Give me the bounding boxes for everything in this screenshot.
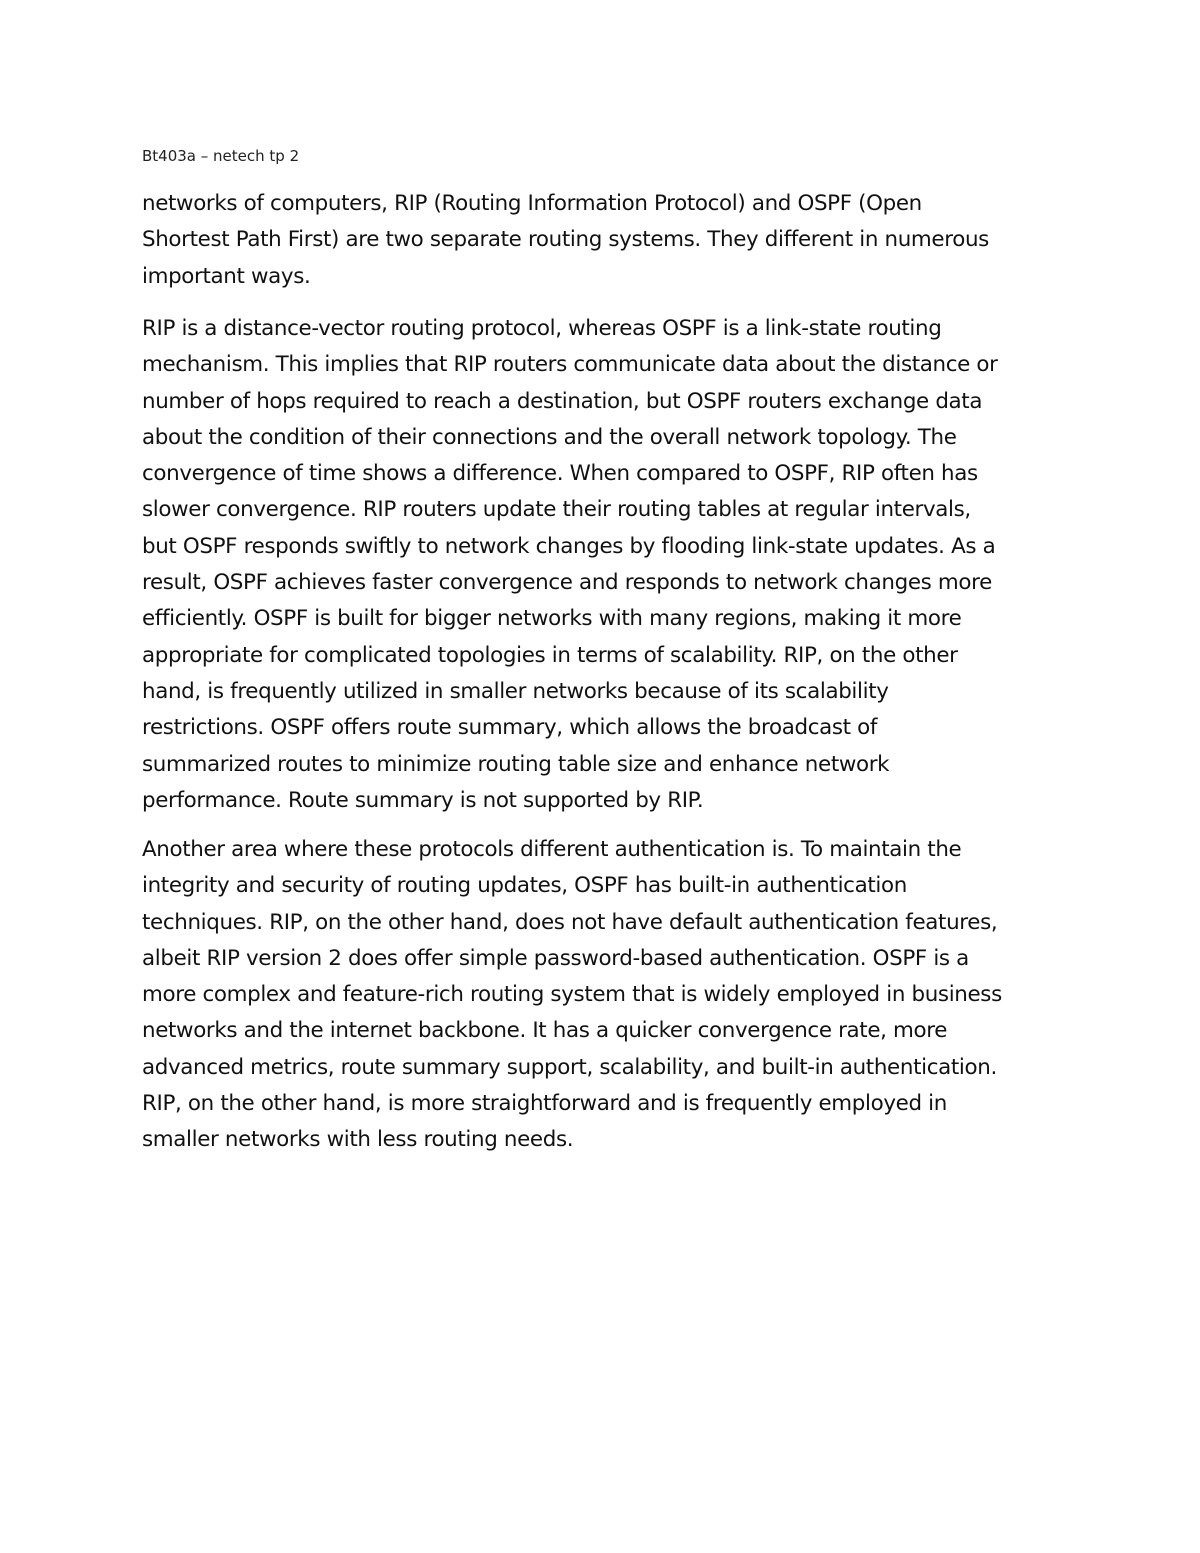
text-line: mechanism. This implies that RIP routers communicate data about the distance or [142, 352, 998, 378]
text-line: about the condition of their connections and the overall network topology. The [142, 424, 957, 450]
text-line: hand, is frequently utilized in smaller networks because of its scalability [142, 678, 889, 704]
paragraph-intro [142, 186, 1072, 295]
text-line: albeit RIP version 2 does offer simple password-based authentication. OSPF is a [142, 945, 969, 971]
text-line: smaller networks with less routing needs. [142, 1127, 574, 1153]
text-line: convergence of time shows a difference. When compared to OSPF, RIP often has [142, 461, 978, 487]
paragraph-authentication [142, 832, 1072, 1159]
text-line: Another area where these protocols different authentication is. To maintain the [142, 837, 962, 862]
text-line: result, OSPF achieves faster convergence and responds to network changes more [142, 570, 992, 596]
paragraph-comparison [142, 311, 1072, 819]
text-line: performance. Route summary is not supported by RIP. [142, 787, 704, 813]
text-line: summarized routes to minimize routing table size and enhance network [142, 751, 890, 777]
text-line: networks and the internet backbone. It has a quicker convergence rate, more [142, 1018, 948, 1044]
text-line: but OSPF responds swiftly to network changes by flooding link-state updates. As a [142, 533, 996, 559]
document-header: Bt403a – netech tp 2 [142, 147, 300, 165]
text-line: important ways. [142, 263, 311, 289]
text-line: advanced metrics, route summary support, scalability, and built-in authentication. [142, 1054, 997, 1080]
text-line: Shortest Path First) are two separate routing systems. They different in numerous [142, 227, 989, 253]
text-line: RIP is a distance-vector routing protocol, whereas OSPF is a link-state routing [142, 316, 942, 341]
text-line: RIP, on the other hand, is more straightforward and is frequently employed in [142, 1091, 947, 1117]
text-line: slower convergence. RIP routers update their routing tables at regular intervals, [142, 497, 971, 523]
text-line: techniques. RIP, on the other hand, does not have default authentication features, [142, 909, 998, 935]
text-line: restrictions. OSPF offers route summary, which allows the broadcast of [142, 715, 878, 741]
text-line: networks of computers, RIP (Routing Information Protocol) and OSPF (Open [142, 191, 922, 216]
text-line: integrity and security of routing updates, OSPF has built-in authentication [142, 873, 907, 899]
text-line: efficiently. OSPF is built for bigger networks with many regions, making it more [142, 606, 962, 632]
text-line: more complex and feature-rich routing system that is widely employed in business [142, 982, 1002, 1008]
text-line: number of hops required to reach a destination, but OSPF routers exchange data [142, 388, 983, 414]
text-line: appropriate for complicated topologies in terms of scalability. RIP, on the other [142, 642, 958, 668]
